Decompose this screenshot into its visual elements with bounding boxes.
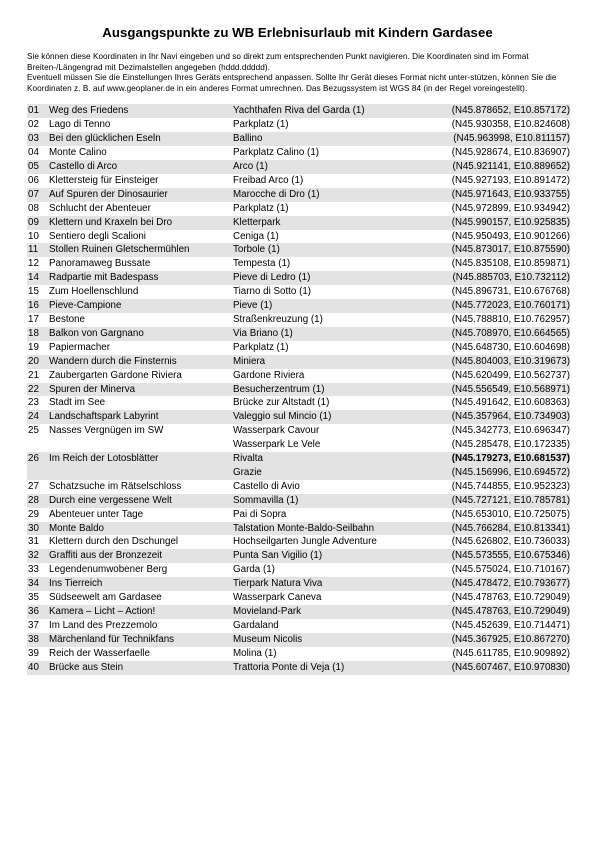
entry-coordinates: (N45.626802, E10.736033)	[451, 536, 570, 548]
entry-name: Brücke aus Stein	[48, 661, 232, 675]
table-row	[27, 522, 570, 536]
entry-coordinates: (N45.556549, E10.568971)	[429, 383, 570, 397]
entry-coordinates: (N45.156996, E10.694572)	[429, 466, 570, 480]
table-row	[27, 341, 570, 355]
entry-number: 12	[28, 258, 39, 270]
table-row	[27, 438, 570, 452]
entry-start-point: Pieve (1)	[232, 299, 429, 313]
entry-name: Abenteuer unter Tage	[49, 508, 144, 520]
table-row	[27, 466, 570, 480]
entry-start-point: Gardaland	[233, 619, 279, 631]
table-row	[27, 647, 570, 661]
entry-name: Stadt im See	[49, 397, 106, 409]
entry-name: Papiermacher	[49, 341, 110, 353]
table-row	[27, 383, 570, 397]
entry-name: Schlucht der Abenteuer	[49, 202, 151, 214]
entry-name: Spuren der Minerva	[48, 383, 232, 397]
entry-name: Sentiero degli Scalioni	[49, 230, 146, 242]
entry-start-point: Via Briano (1)	[232, 327, 429, 341]
entry-name: Im Reich der Lotosblätter	[48, 452, 232, 466]
entry-number: 22	[27, 383, 48, 397]
entry-name: Reich der Wasserfaelle	[49, 647, 150, 659]
intro-paragraph-1: Sie können diese Koordinaten in Ihr Navi eingeben und so direkt zum entsprechenden Punkt navigieren. Die Koordinaten sind im Format Breiten-/Längengrad mit Dezimalstellen angegeben (hddd.ddddd).	[27, 52, 529, 72]
entry-start-point: Miniera	[232, 355, 429, 369]
entry-number: 15	[28, 286, 39, 298]
entry-coordinates: (N45.285478, E10.172335)	[451, 439, 570, 451]
entry-number: 27	[28, 480, 39, 492]
entry-name: Stollen Ruinen Gletschermühlen	[48, 243, 232, 257]
entry-number: 16	[27, 299, 48, 313]
table-row	[27, 104, 570, 118]
entry-coordinates: (N45.452639, E10.714471)	[451, 619, 570, 631]
table-row	[27, 480, 570, 494]
entry-number: 04	[28, 147, 39, 159]
entry-coordinates: (N45.491642, E10.608363)	[451, 397, 570, 409]
entry-number: 19	[28, 341, 39, 353]
table-row	[27, 410, 570, 424]
entry-coordinates: (N45.896731, E10.676768)	[451, 286, 570, 298]
entry-name: Radpartie mit Badespass	[48, 271, 232, 285]
entry-number: 24	[27, 410, 48, 424]
table-row	[27, 285, 570, 299]
entry-start-point: Freibad Arco (1)	[233, 174, 304, 186]
entry-name: Pieve-Campione	[48, 299, 232, 313]
entry-number: 31	[28, 536, 39, 548]
entry-coordinates: (N45.878652, E10.857172)	[429, 104, 570, 118]
entry-number: 09	[27, 216, 48, 230]
entry-coordinates: (N45.804003, E10.319673)	[429, 355, 570, 369]
entry-name: Bestone	[49, 313, 85, 325]
entry-coordinates: (N45.607467, E10.970830)	[429, 661, 570, 675]
entry-coordinates: (N45.766284, E10.813341)	[429, 522, 570, 536]
entry-coordinates: (N45.963998, E10.811157)	[429, 132, 570, 146]
table-row	[27, 452, 570, 466]
entry-number: 06	[28, 174, 39, 186]
entry-number: 18	[27, 327, 48, 341]
table-row	[27, 299, 570, 313]
table-row	[27, 396, 570, 410]
entry-name: Landschaftspark Labyrint	[48, 410, 232, 424]
entry-start-point: Rivalta	[232, 452, 429, 466]
entry-start-point: Straßenkreuzung (1)	[233, 313, 323, 325]
table-row	[27, 577, 570, 591]
table-row	[27, 230, 570, 244]
entry-coordinates: (N45.648730, E10.604698)	[451, 341, 570, 353]
entry-name: Klettersteig für Einsteiger	[49, 174, 159, 186]
entry-start-point: Museum Nicolis	[232, 633, 429, 647]
entry-number: 03	[27, 132, 48, 146]
entry-number: 11	[27, 243, 48, 257]
entry-start-point: Torbole (1)	[232, 243, 429, 257]
entry-start-point: Parkplatz (1)	[233, 119, 289, 131]
entry-start-point: Tempesta (1)	[233, 258, 291, 270]
entry-number: 34	[27, 577, 48, 591]
entry-number: 02	[28, 119, 39, 131]
entry-coordinates: (N45.921141, E10.889652)	[429, 160, 570, 174]
entry-start-point: Yachthafen Riva del Garda (1)	[232, 104, 429, 118]
entry-name	[48, 466, 232, 480]
table-row	[27, 535, 570, 549]
entry-coordinates: (N45.611785, E10.909892)	[452, 647, 570, 659]
table-row	[27, 188, 570, 202]
entry-start-point: Marocche di Dro (1)	[232, 188, 429, 202]
table-row	[27, 313, 570, 327]
entry-coordinates: (N45.478472, E10.793677)	[429, 577, 570, 591]
entry-name: Zum Hoellenschlund	[49, 286, 139, 298]
entry-number: 30	[27, 522, 48, 536]
entry-name: Monte Baldo	[48, 522, 232, 536]
table-row	[27, 327, 570, 341]
entry-start-point: Besucherzentrum (1)	[232, 383, 429, 397]
entry-start-point: Parkplatz Calino (1)	[233, 147, 320, 159]
entry-name: Bei den glücklichen Eseln	[48, 132, 232, 146]
entry-name: Ins Tierreich	[48, 577, 232, 591]
entry-coordinates: (N45.708970, E10.664565)	[429, 327, 570, 341]
table-row	[27, 132, 570, 146]
entry-start-point: Valeggio sul Mincio (1)	[232, 410, 429, 424]
entry-number: 05	[27, 160, 48, 174]
entry-start-point: Parkplatz (1)	[233, 341, 289, 353]
page-title: Ausgangspunkte zu WB Erlebnisurlaub mit Kindern Gardasee	[102, 25, 493, 40]
entry-coordinates: (N45.885703, E10.732112)	[429, 271, 570, 285]
entry-name: Klettern und Kraxeln bei Dro	[48, 216, 232, 230]
entry-name: Nasses Vergnügen im SW	[49, 425, 164, 437]
entry-coordinates: (N45.930358, E10.824608)	[451, 119, 570, 131]
coordinates-table	[27, 104, 570, 674]
entry-name: Im Land des Prezzemolo	[49, 619, 158, 631]
entry-coordinates: (N45.478763, E10.729049)	[429, 605, 570, 619]
entry-start-point: Kletterpark	[232, 216, 429, 230]
table-row	[27, 355, 570, 369]
entry-start-point: Pai di Sopra	[233, 508, 287, 520]
entry-number: 17	[28, 313, 39, 325]
entry-start-point: Grazie	[232, 466, 429, 480]
entry-start-point: Pieve di Ledro (1)	[232, 271, 429, 285]
entry-name: Monte Calino	[49, 147, 107, 159]
entry-name: Lago di Tenno	[49, 119, 111, 131]
entry-start-point: Hochseilgarten Jungle Adventure	[233, 536, 377, 548]
entry-number: 28	[27, 494, 48, 508]
entry-start-point: Ballino	[232, 132, 429, 146]
entry-name: Schatzsuche im Rätselschloss	[49, 480, 182, 492]
entry-number: 23	[28, 397, 39, 409]
entry-number: 29	[28, 508, 39, 520]
entry-number: 32	[27, 549, 48, 563]
table-row	[27, 494, 570, 508]
entry-name: Kamera – Licht – Action!	[48, 605, 232, 619]
entry-start-point: Talstation Monte-Baldo-Seilbahn	[232, 522, 429, 536]
entry-number: 38	[27, 633, 48, 647]
entry-start-point: Movieland-Park	[232, 605, 429, 619]
entry-number: 21	[28, 369, 39, 381]
entry-number: 26	[27, 452, 48, 466]
table-row	[27, 160, 570, 174]
entry-name	[48, 438, 232, 452]
entry-start-point: Wasserpark Le Vele	[233, 439, 321, 451]
entry-start-point: Ceniga (1)	[233, 230, 279, 242]
entry-name: Weg des Friedens	[48, 104, 232, 118]
entry-coordinates: (N45.478763, E10.729049)	[451, 592, 570, 604]
entry-coordinates: (N45.573555, E10.675346)	[429, 549, 570, 563]
entry-start-point: Punta San Vigilio (1)	[232, 549, 429, 563]
table-row	[27, 202, 570, 216]
table-row	[27, 605, 570, 619]
entry-coordinates: (N45.928674, E10.836907)	[451, 147, 570, 159]
table-row	[27, 118, 570, 132]
entry-start-point: Arco (1)	[232, 160, 429, 174]
entry-number: 20	[27, 355, 48, 369]
entry-coordinates: (N45.727121, E10.785781)	[429, 494, 570, 508]
entry-start-point: Wasserpark Caneva	[233, 592, 322, 604]
entry-number: 25	[28, 425, 39, 437]
document-page	[27, 25, 568, 675]
entry-name: Legendenumwobener Berg	[49, 564, 168, 576]
entry-name: Graffiti aus der Bronzezeit	[48, 549, 232, 563]
entry-start-point: Trattoria Ponte di Veja (1)	[232, 661, 429, 675]
table-row	[27, 424, 570, 438]
table-row	[27, 508, 570, 522]
entry-number: 37	[28, 619, 39, 631]
intro-text	[27, 52, 568, 94]
entry-coordinates: (N45.971643, E10.933755)	[429, 188, 570, 202]
entry-number: 40	[27, 661, 48, 675]
entry-start-point: Brücke zur Altstadt (1)	[233, 397, 330, 409]
table-row	[27, 257, 570, 271]
entry-start-point: Sommavilla (1)	[232, 494, 429, 508]
entry-coordinates: (N45.873017, E10.875590)	[429, 243, 570, 257]
entry-start-point: Wasserpark Cavour	[233, 425, 320, 437]
entry-name: Wandern durch die Finsternis	[48, 355, 232, 369]
table-row	[27, 563, 570, 577]
entry-coordinates: (N45.835108, E10.859871)	[451, 258, 570, 270]
entry-name: Klettern durch den Dschungel	[49, 536, 179, 548]
entry-start-point: Parkplatz (1)	[233, 202, 289, 214]
entry-name: Durch eine vergessene Welt	[48, 494, 232, 508]
entry-coordinates: (N45.620499, E10.562737)	[451, 369, 570, 381]
entry-name: Auf Spuren der Dinosaurier	[48, 188, 232, 202]
entry-name: Panoramaweg Bussate	[49, 258, 151, 270]
entry-name: Balkon von Gargnano	[48, 327, 232, 341]
entry-number: 39	[28, 647, 39, 659]
entry-start-point: Gardone Riviera	[233, 369, 305, 381]
entry-start-point: Molina (1)	[233, 647, 277, 659]
table-row	[27, 619, 570, 633]
entry-coordinates: (N45.342773, E10.696347)	[451, 425, 570, 437]
table-row	[27, 369, 570, 383]
entry-name: Zaubergarten Gardone Riviera	[49, 369, 182, 381]
entry-coordinates: (N45.357964, E10.734903)	[429, 410, 570, 424]
table-row	[27, 633, 570, 647]
coordinates-table-body	[27, 104, 570, 674]
entry-coordinates: (N45.788810, E10.762957)	[451, 313, 570, 325]
table-row	[27, 243, 570, 257]
entry-number: 35	[28, 592, 39, 604]
intro-paragraph-2: Eventuell müssen Sie die Einstellungen Ihres Geräts entsprechend anpassen. Sollte Ihr Gerät dieses Format nicht unter-stützen, können Sie die Koordinaten z. B. auf www.geoplaner.de in ein anderes Format umrechnen. Das Bezugssystem ist WGS 84 (in der Regel voreingestellt).	[27, 73, 557, 93]
entry-name: Südseewelt am Gardasee	[49, 592, 162, 604]
entry-coordinates: (N45.972899, E10.934942)	[451, 202, 570, 214]
entry-coordinates: (N45.744855, E10.952323)	[451, 480, 570, 492]
table-row	[27, 591, 570, 605]
entry-coordinates: (N45.179273, E10.681537)	[429, 452, 570, 466]
entry-start-point: Garda (1)	[233, 564, 275, 576]
entry-coordinates: (N45.575024, E10.710167)	[451, 564, 570, 576]
entry-coordinates: (N45.927193, E10.891472)	[451, 174, 570, 186]
entry-number: 10	[28, 230, 39, 242]
table-row	[27, 216, 570, 230]
entry-coordinates: (N45.653010, E10.725075)	[451, 508, 570, 520]
entry-number: 14	[27, 271, 48, 285]
entry-start-point: Castello di Avio	[233, 480, 300, 492]
entry-coordinates: (N45.990157, E10.925835)	[429, 216, 570, 230]
table-row	[27, 146, 570, 160]
entry-name: Märchenland für Technikfans	[48, 633, 232, 647]
table-row	[27, 549, 570, 563]
entry-coordinates: (N45.772023, E10.760171)	[429, 299, 570, 313]
entry-number: 36	[27, 605, 48, 619]
table-row	[27, 174, 570, 188]
entry-coordinates: (N45.367925, E10.867270)	[429, 633, 570, 647]
entry-number: 08	[28, 202, 39, 214]
entry-number	[27, 466, 48, 480]
entry-name: Castello di Arco	[48, 160, 232, 174]
entry-number: 07	[27, 188, 48, 202]
entry-start-point: Tierpark Natura Viva	[232, 577, 429, 591]
entry-number	[27, 438, 48, 452]
entry-coordinates: (N45.950493, E10.901266)	[451, 230, 570, 242]
entry-number: 01	[27, 104, 48, 118]
table-row	[27, 661, 570, 675]
table-row	[27, 271, 570, 285]
entry-number: 33	[28, 564, 39, 576]
entry-start-point: Tiarno di Sotto (1)	[233, 286, 312, 298]
